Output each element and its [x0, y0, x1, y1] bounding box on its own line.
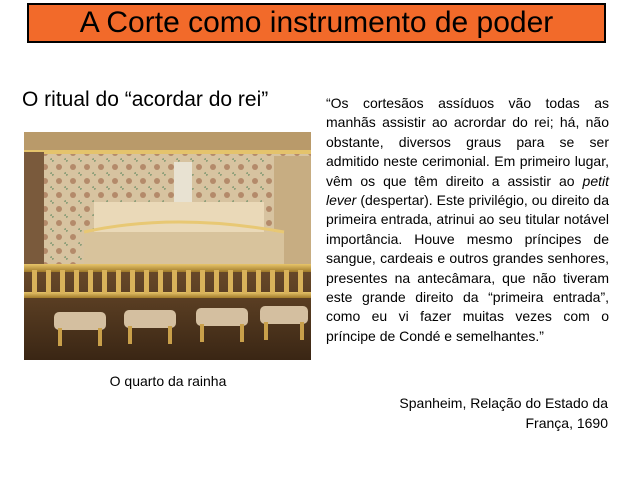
source-line-1: Spanheim, Relação do Estado da: [399, 395, 608, 411]
quote-source: [328, 393, 608, 433]
slide-title: A Corte como instrumento de poder: [27, 3, 606, 43]
quote-text: [326, 94, 609, 346]
slide-subtitle: O ritual do “acordar do rei”: [22, 88, 269, 111]
queens-bedroom-photo: [24, 132, 311, 360]
quote-emphasis: petit lever: [326, 172, 609, 209]
quote-part-2: (despertar). Este privilégio, ou direito da primeira entrada, atrinui ao seu titular notável importância. Houve mesmo príncipes de sangue, cardeais e outros grandes senhores, presentes na antecâmara, que não tiveram este grande direito da “primeira entrada”, como eu vi fazer muitas vezes com o príncipe de Condé e semelhantes.”: [326, 192, 609, 344]
source-line-2: França, 1690: [525, 415, 608, 431]
quote-part-1: “Os cortesãos assíduos vão todas as manhãs assistir ao acrordar do rei; há, não obstante, diversos graus para se ser admitido neste cerimonial. Em primeiro lugar, vêm os que têm direito a assistir ao: [326, 95, 609, 189]
photo-caption: O quarto da rainha: [109, 373, 227, 389]
